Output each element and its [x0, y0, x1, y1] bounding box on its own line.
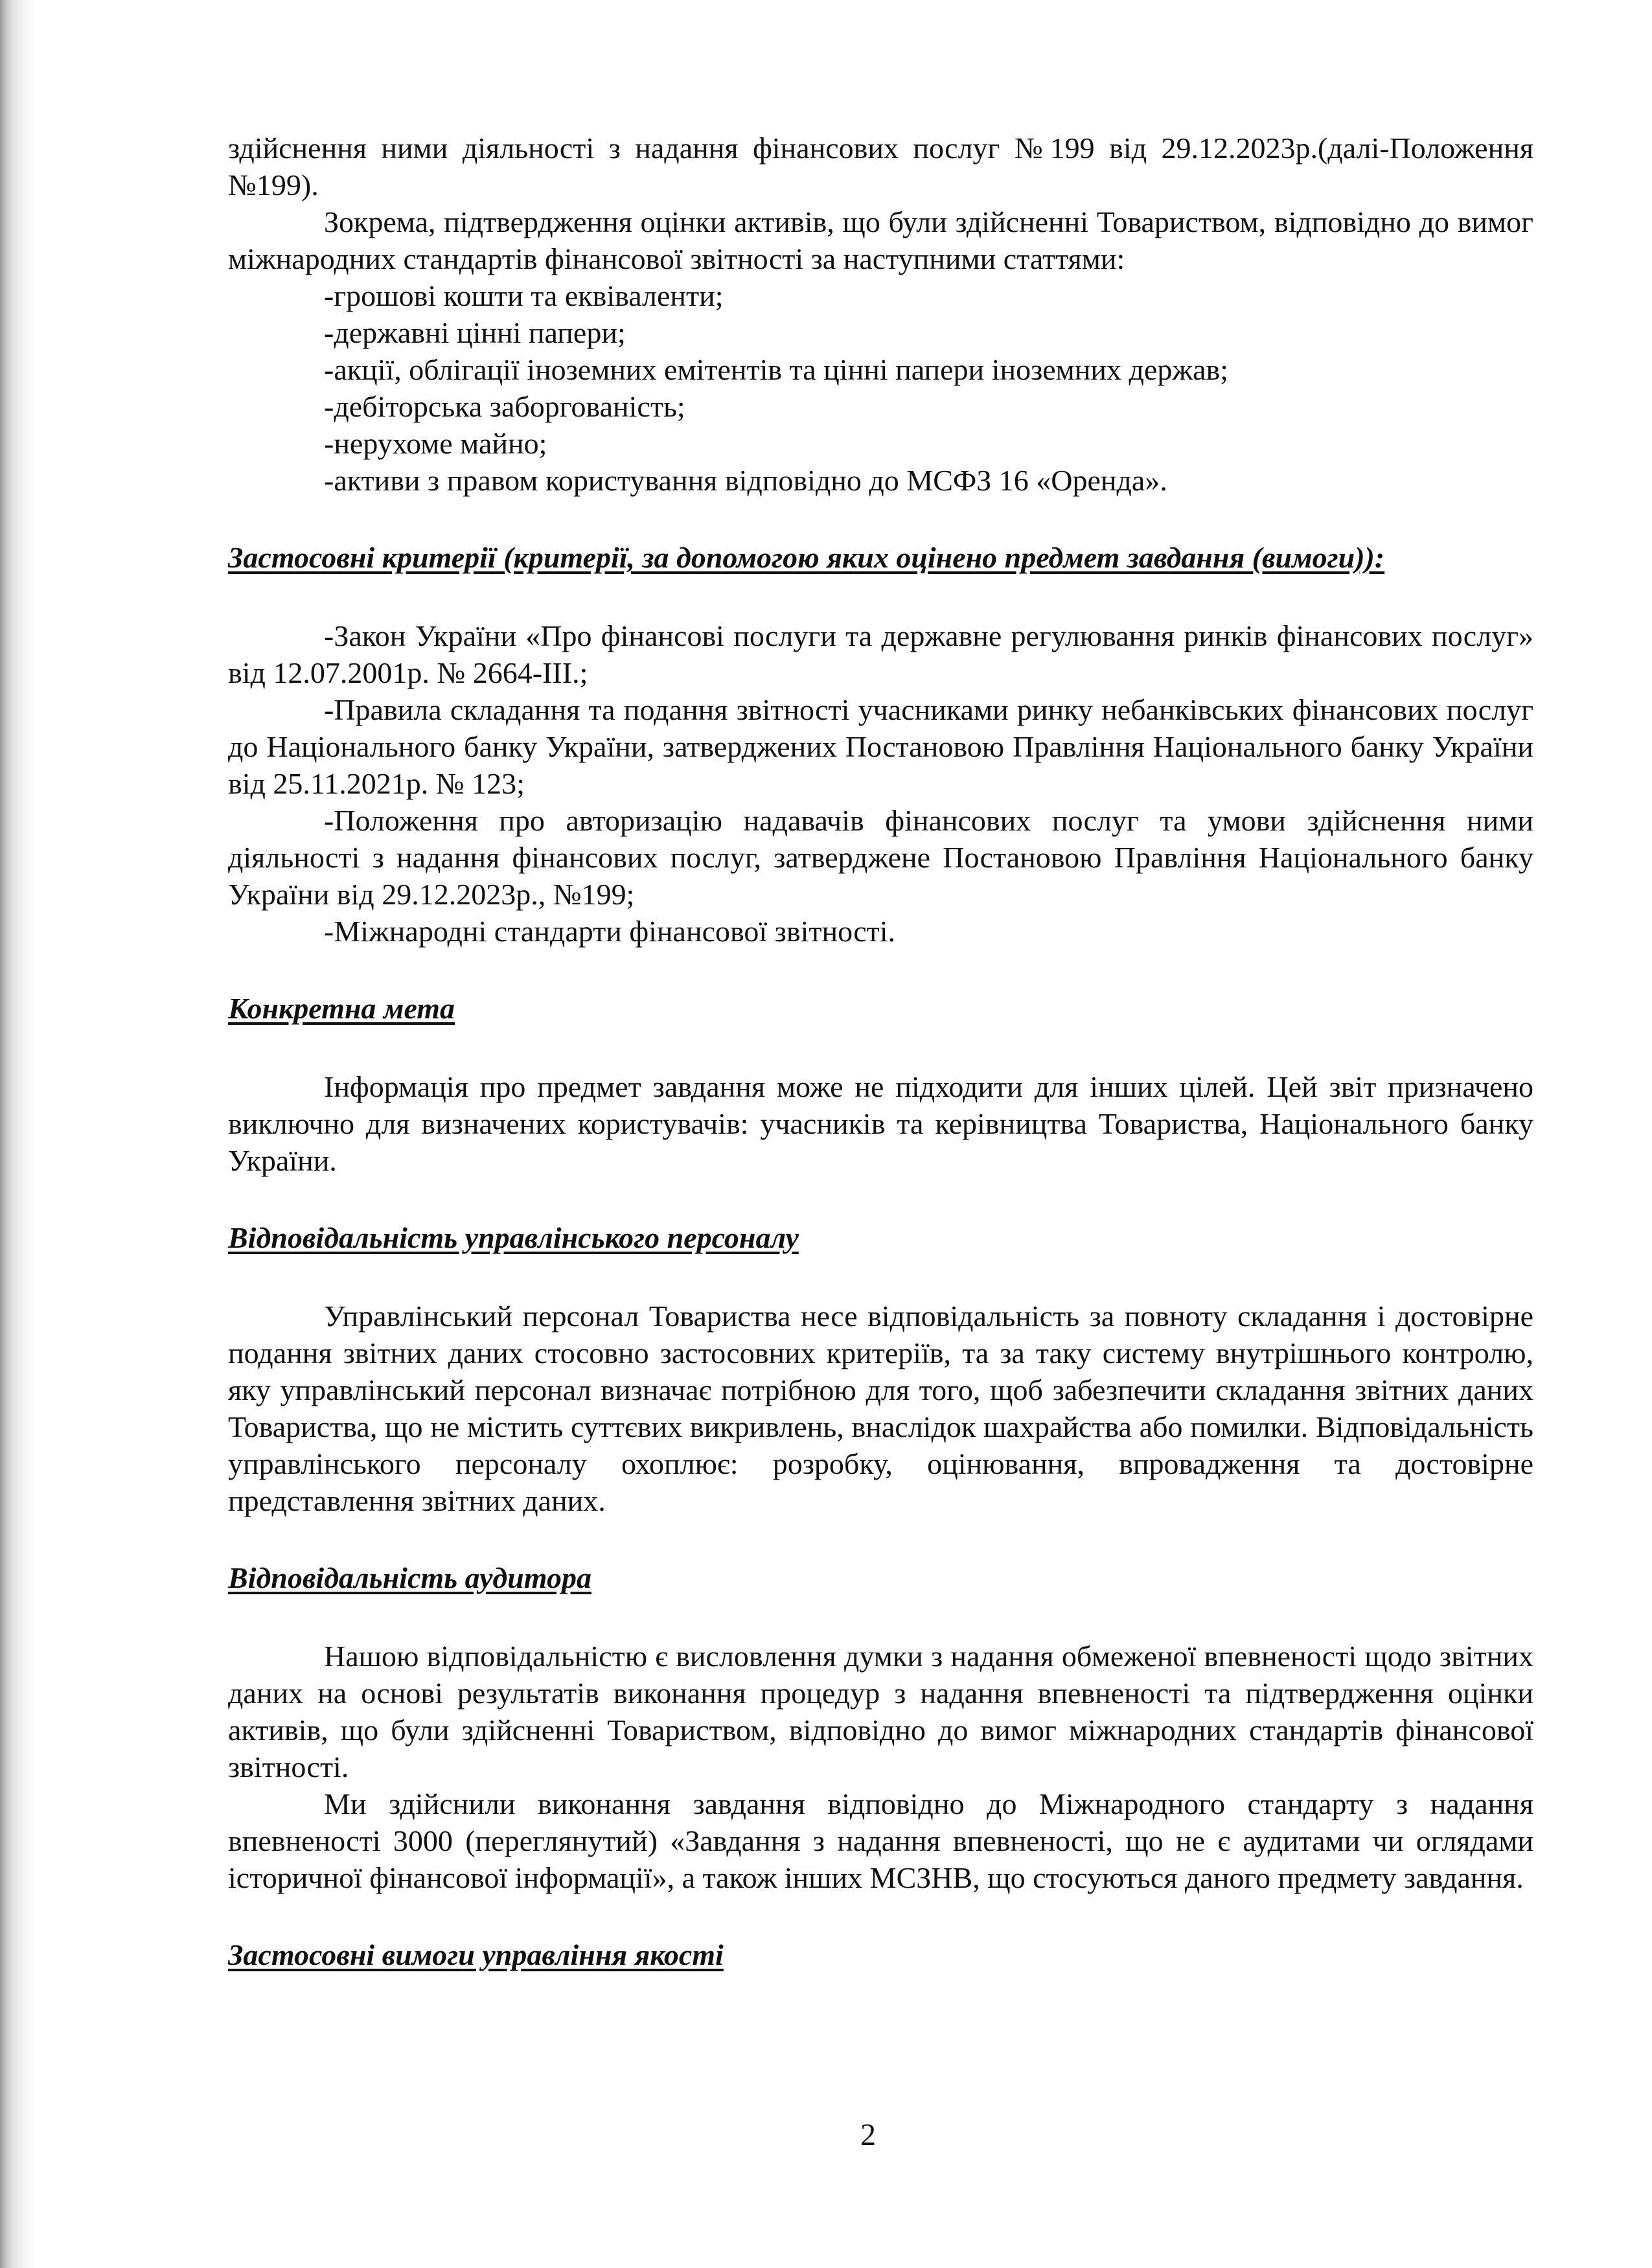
page-number: 2 — [860, 2118, 876, 2152]
list-item: -Положення про авторизацію надавачів фінансових послуг та умови здійснення ними діяльності з надання фінансових послуг, затверджене Постановою Правління Національного банку України від 29.12.2023р., №199; — [228, 804, 1533, 911]
list-item: -нерухоме майно; — [324, 427, 547, 460]
list-item: -Міжнародні стандарти фінансової звітності. — [324, 915, 896, 948]
management-text: Управлінський персонал Товариства несе відповідальність за повноту складання і достовірне подання звітних даних стосовно застосовних критеріїв, та за таку систему внутрішнього контролю, яку управлінський персонал визначає потрібною для того, щоб забезпечити складання звітних даних Товариства, що не містить суттєвих викривлень, внаслідок шахрайства або помилки. Відповідальність управлінського персоналу охоплює: розробку, оцінювання, впровадження та достовірне представлення звітних даних. — [228, 1300, 1533, 1517]
list-item: -акції, облігації іноземних емітентів та цінні папери іноземних держав; — [324, 353, 1229, 386]
document-page — [228, 130, 1533, 2013]
intro-paragraph: Зокрема, підтвердження оцінки активів, що були здійсненні Товариством, відповідно до вимог міжнародних стандартів фінансової звітності за наступними статтями: — [228, 205, 1533, 275]
list-item: -дебіторська заборгованість; — [324, 390, 685, 423]
list-item: -грошові кошти та еквіваленти; — [324, 279, 724, 312]
list-item: -державні цінні папери; — [324, 316, 626, 349]
list-item: -Закон України «Про фінансові послуги та державне регулювання ринків фінансових послуг» від 12.07.2001р. № 2664-ІІІ.; — [228, 619, 1533, 689]
criteria-heading: Застосовні критерії (критерії, за допомогою яких оцінено предмет завдання (вимоги)): — [228, 541, 1385, 574]
criteria-list — [228, 617, 1533, 950]
auditor-paragraph-1: Нашою відповідальністю є висловлення думки з надання обмеженої впевненості щодо звітних даних на основі результатів виконання процедур з надання впевненості та підтвердження оцінки активів, що були здійсненні Товариством, відповідно до вимог міжнародних стандартів фінансової звітності. — [228, 1640, 1533, 1783]
asset-list — [228, 277, 1533, 499]
auditor-paragraph-2: Ми здійснили виконання завдання відповідно до Міжнародного стандарту з надання впевненості 3000 (переглянутий) «Завдання з надання впевненості, що не є аудитами чи оглядами історичної фінансової інформації», а також інших МСЗНВ, що стосуються даного предмету завдання. — [228, 1787, 1533, 1894]
purpose-heading: Конкретна мета — [228, 992, 455, 1025]
auditor-heading: Відповідальність аудитора — [228, 1561, 591, 1594]
scan-binding-edge — [0, 0, 38, 2268]
purpose-text: Інформація про предмет завдання може не підходити для інших цілей. Цей звіт призначено виключно для визначених користувачів: учасників та керівництва Товариства, Національного банку України. — [228, 1070, 1533, 1177]
intro-continuation: здійснення ними діяльності з надання фінансових послуг №199 від 29.12.2023р.(далі-Положення №199). — [228, 132, 1533, 201]
quality-heading: Застосовні вимоги управління якості — [228, 1938, 724, 1971]
management-heading: Відповідальність управлінського персоналу — [228, 1221, 799, 1254]
list-item: -Правила складання та подання звітності учасниками ринку небанківських фінансових послуг до Національного банку України, затверджених Постановою Правління Національного банку України від 25.11.2021р. № 123; — [228, 693, 1533, 800]
list-item: -активи з правом користування відповідно до МСФЗ 16 «Оренда». — [324, 464, 1167, 497]
